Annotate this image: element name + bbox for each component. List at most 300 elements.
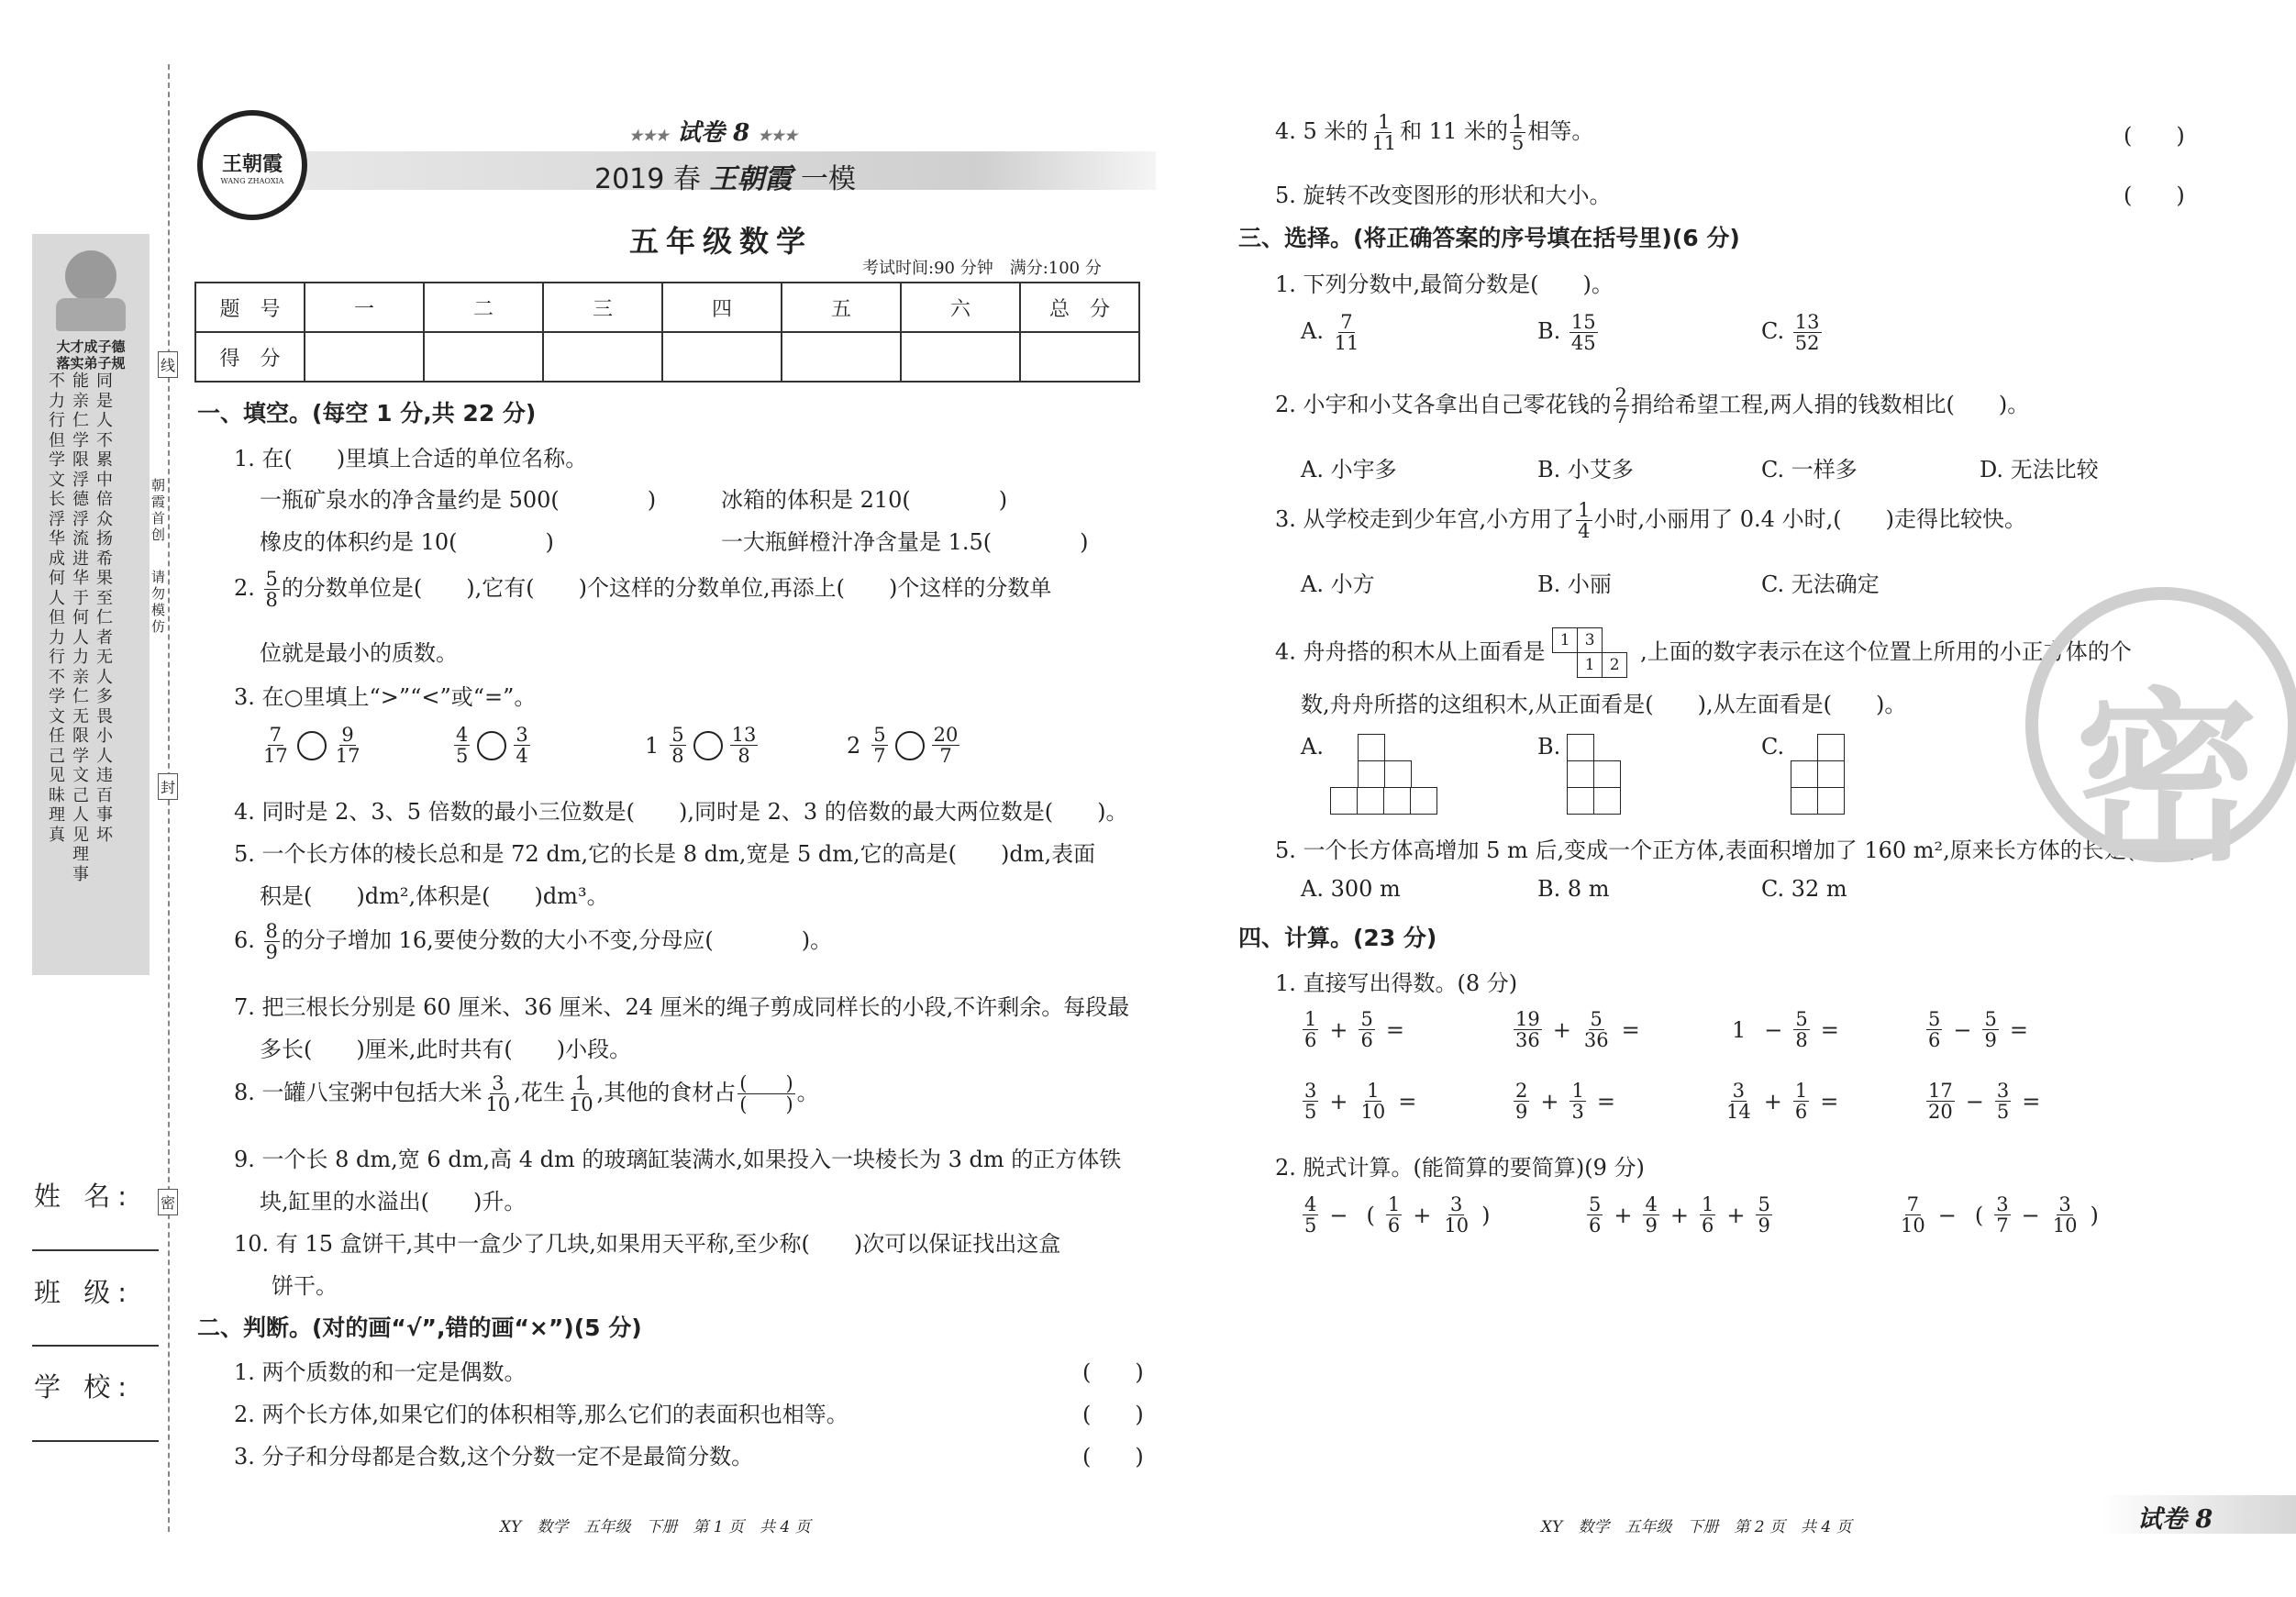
s1-q8-frac2: [567, 1073, 595, 1115]
section1-heading: 一、填空。(每空 1 分,共 22 分): [197, 400, 537, 427]
block-square: [1791, 760, 1818, 788]
frac-den: 9: [1645, 1214, 1658, 1237]
frac-den: 10: [485, 1093, 511, 1116]
s1-q2-cont: 位就是最小的质数。: [260, 640, 458, 666]
block-figure-c: [1791, 734, 1864, 816]
operator: −: [1965, 1088, 1984, 1115]
year-title-brand: 王朝霞: [709, 163, 793, 195]
frac-den: 36: [1515, 1029, 1540, 1052]
frac-den: 10: [1360, 1101, 1386, 1124]
frac-num: 1: [1701, 1193, 1714, 1215]
frac-num: 3: [2058, 1193, 2071, 1215]
s3-q3-opt-c[interactable]: C. 无法确定: [1761, 571, 1880, 597]
frac-num: 1: [1511, 111, 1525, 133]
frac-num: 1: [1794, 1080, 1808, 1102]
operator: 1: [1732, 1016, 1747, 1043]
year-title-pre: 2019 春: [594, 163, 701, 195]
paren: ): [2090, 1202, 2099, 1228]
block-square: [1383, 787, 1411, 815]
frac-den: 8: [738, 745, 750, 768]
compare-circle[interactable]: [693, 731, 723, 760]
s2-q1-answer[interactable]: ( ): [1082, 1359, 1144, 1385]
s2-q4-post: 相等。: [1527, 118, 1594, 145]
calc-expression: [1924, 1009, 2037, 1050]
s2-q4-frac2: [1510, 112, 1525, 153]
frac-den: 5: [1304, 1101, 1317, 1124]
s3-q1-opt-c[interactable]: [1761, 312, 1824, 353]
opt-label: A.: [1301, 734, 1324, 760]
s2-q5-answer[interactable]: ( ): [2124, 183, 2185, 208]
operator: −: [2021, 1202, 2040, 1228]
motto-column-1: 不力行但学文长浮华成何人但力行不学文任己见昧理真: [49, 372, 65, 845]
calc-expression: [1723, 1081, 1847, 1122]
frac-num: 1: [1367, 1080, 1380, 1102]
block-square: [1357, 787, 1384, 815]
fraction: [1643, 1194, 1658, 1236]
s3-q5-opt-a[interactable]: A. 300 m: [1301, 876, 1401, 902]
frac-den: 10: [2052, 1214, 2078, 1237]
score-input-5[interactable]: [782, 332, 901, 382]
frac-den: 9: [1758, 1214, 1770, 1237]
block-square: [1817, 760, 1845, 788]
s1-q1: 1. 在( )里填上合适的单位名称。: [234, 446, 588, 471]
grid-cell: 1: [1552, 627, 1578, 653]
s1-q8-blank-fraction[interactable]: [738, 1073, 794, 1115]
calc-expression: [1301, 1081, 1425, 1122]
equals-sign: =: [2009, 1016, 2028, 1043]
s3-q2-opt-b[interactable]: B. 小艾多: [1537, 457, 1634, 482]
fraction: [514, 725, 529, 766]
equals-sign: =: [1820, 1088, 1839, 1115]
block-square: [1593, 760, 1621, 788]
s1-q6: [234, 921, 832, 962]
frac-num: 5: [1795, 1008, 1808, 1030]
compare-circle[interactable]: [297, 731, 327, 760]
s4-q1: 1. 直接写出得数。(8 分): [1275, 970, 1518, 996]
top-view-grid: [1552, 627, 1640, 679]
operator: +: [1540, 1088, 1559, 1115]
class-field[interactable]: [32, 1345, 159, 1347]
fraction: [1359, 1009, 1374, 1050]
block-square: [1593, 787, 1621, 815]
fraction: [261, 725, 290, 766]
s3-q4: [1275, 627, 2132, 679]
frac-num: 5: [671, 724, 684, 746]
frac-num: 2: [1515, 1080, 1528, 1102]
score-table-header-row: [195, 283, 1139, 332]
frac-num: 5: [1984, 1008, 1997, 1030]
s3-q3-opt-b[interactable]: B. 小丽: [1537, 571, 1612, 597]
frac-den: 9: [1984, 1029, 1997, 1052]
frac-num: 20: [933, 724, 959, 746]
frac-den: 7: [873, 745, 886, 768]
block-square: [1567, 760, 1594, 788]
side-vertical-text-2: 请勿模仿: [151, 569, 166, 635]
frac-den: 6: [1589, 1214, 1602, 1237]
frac-num: 15: [1570, 311, 1596, 333]
score-table-score-row: [195, 332, 1139, 382]
calc-expression: [1512, 1081, 1625, 1122]
fraction: [1569, 1081, 1585, 1122]
frac-den: 7: [1614, 405, 1627, 428]
frac-den: 11: [1334, 332, 1359, 355]
s1-q3-items: [260, 725, 975, 780]
frac-num: 3: [1450, 1193, 1463, 1215]
fraction: [1793, 1009, 1809, 1050]
grid-cell: 3: [1577, 627, 1603, 653]
operator: +: [1614, 1202, 1633, 1228]
frac-den: 10: [568, 1093, 593, 1116]
frac-num: 3: [1304, 1080, 1317, 1102]
frac-den: 4: [516, 745, 528, 768]
motto-column-3: 同是人不累中倍众扬希果至仁者无人多畏小人违百事坏: [96, 372, 113, 845]
equals-sign: =: [1385, 1016, 1404, 1043]
fraction: [1700, 1194, 1715, 1236]
s3-q4-post: ,上面的数字表示在这个位置上所用的小正方体的个: [1640, 638, 2132, 665]
section4-heading: 四、计算。(23 分): [1238, 925, 1437, 951]
s1-q2-text: 的分数单位是( ),它有( )个这样的分数单位,再添上( )个这样的分数单: [281, 575, 1052, 602]
frac-den: 9: [265, 941, 278, 964]
whole-number: 1: [645, 732, 660, 759]
side-vertical-text-1: 朝霞首创: [151, 477, 166, 543]
s3-q5-opt-c[interactable]: C. 32 m: [1761, 876, 1847, 902]
s3-q4-opt-a[interactable]: [1301, 734, 1447, 816]
calc-row-1: [1301, 1009, 2126, 1064]
opt-label: C.: [1761, 318, 1785, 345]
exam-label: [629, 114, 797, 148]
frac-num: 1: [1304, 1008, 1317, 1030]
frac-num: ( ): [739, 1072, 793, 1094]
compare-circle[interactable]: [895, 731, 925, 760]
frac-num: 3: [1732, 1080, 1746, 1102]
section3-heading: 三、选择。(将正确答案的序号填在括号里)(6 分): [1238, 225, 1740, 251]
s2-q4-frac1: [1370, 112, 1398, 153]
equals-sign: =: [1398, 1088, 1417, 1115]
s2-q5: 5. 旋转不改变图形的形状和大小。: [1275, 183, 1612, 208]
operator: +: [1329, 1016, 1348, 1043]
frac-num: 5: [1589, 1193, 1602, 1215]
s2-q3-answer[interactable]: ( ): [1082, 1444, 1144, 1469]
block-square: [1817, 734, 1845, 761]
stars-right: ★★★: [758, 127, 798, 144]
frac-num: 7: [1340, 311, 1353, 333]
calc-expression: [1723, 1009, 1848, 1050]
opt-fraction: [1793, 312, 1822, 353]
s1-q6-text: 的分子增加 16,要使分数的大小不变,分母应( )。: [281, 927, 833, 954]
seal-watermark: [2025, 587, 2296, 886]
operator: −: [1953, 1016, 1972, 1043]
s3-q3: [1275, 500, 2026, 541]
compare-item: [636, 725, 760, 766]
frac-den: 17: [263, 745, 288, 768]
s1-q1a: 一瓶矿泉水的净含量约是 500( ): [260, 487, 657, 513]
grid-cell: 1: [1577, 652, 1603, 678]
block-figure-b: [1567, 734, 1640, 816]
s3-q2: [1275, 385, 2029, 427]
equals-sign: =: [1596, 1088, 1615, 1115]
grid-cell: 2: [1602, 652, 1627, 678]
class-label: 班 级:: [34, 1277, 134, 1308]
frac-den: 5: [1996, 1101, 2010, 1124]
frac-num: 4: [1304, 1193, 1317, 1215]
fraction: [730, 725, 759, 766]
school-field[interactable]: [32, 1440, 159, 1442]
s2-q4-answer[interactable]: ( ): [2124, 123, 2185, 149]
opt-fraction: [1333, 312, 1361, 353]
frac-den: 7: [1996, 1214, 2009, 1237]
s3-q3-pre: 3. 从学校走到少年宫,小方用了: [1275, 506, 1575, 533]
score-input-total[interactable]: [1020, 332, 1139, 382]
paren: ): [1481, 1202, 1491, 1228]
frac-num: 7: [1906, 1193, 1920, 1215]
subject-title: 五年级数学: [629, 224, 814, 259]
s3-q4-opt-b[interactable]: [1537, 734, 1647, 816]
fraction: [1303, 1194, 1318, 1236]
frac-den: 45: [1570, 332, 1596, 355]
frac-num: 7: [269, 724, 283, 746]
s3-q5-opt-b[interactable]: B. 8 m: [1537, 876, 1610, 902]
frac-den: 8: [671, 745, 684, 768]
score-cell-6: 六: [901, 283, 1020, 332]
frac-num: 5: [1928, 1008, 1941, 1030]
operator: +: [1552, 1016, 1571, 1043]
s3-q3-opt-a[interactable]: A. 小方: [1301, 571, 1375, 597]
year-title-post: 一模: [800, 163, 856, 195]
s3-q5: 5. 一个长方体高增加 5 m 后,变成一个正方体,表面积增加了 160 m²,原来长方体的长是( )。: [1275, 837, 2210, 863]
footer-left: XY 数学 五年级 下册 第 1 页 共 4 页: [500, 1518, 811, 1536]
frac-num: 1: [574, 1072, 587, 1094]
s3-q4-opt-c[interactable]: [1761, 734, 1871, 816]
block-square: [1384, 760, 1412, 788]
s3-q1-opt-a[interactable]: [1301, 312, 1362, 353]
stars-left: ★★★: [629, 127, 670, 144]
s2-q3: 3. 分子和分母都是合数,这个分数一定不是最简分数。: [234, 1444, 754, 1469]
s3-q4-cont: 数,舟舟所搭的这组积木,从正面看是( ),从左面看是( )。: [1301, 692, 1907, 717]
sidebar-panel: [32, 234, 150, 975]
s2-q2-answer[interactable]: ( ): [1082, 1402, 1144, 1427]
compare-circle[interactable]: [477, 731, 506, 760]
frac-num: 2: [1614, 384, 1627, 406]
frac-num: 3: [1996, 1080, 2010, 1102]
paren: (: [1366, 1202, 1375, 1228]
name-field[interactable]: [32, 1249, 159, 1251]
compare-item: [452, 725, 532, 766]
score-label: 得 分: [195, 332, 305, 382]
cartoon-body: [56, 298, 126, 331]
score-cell-total: 总 分: [1020, 283, 1139, 332]
s1-q6-num: 6.: [234, 927, 255, 954]
fraction: [1756, 1194, 1771, 1236]
frac-num: 8: [265, 920, 278, 942]
s1-q8-end: 。: [796, 1080, 819, 1106]
frac-den: 52: [1794, 332, 1820, 355]
block-square: [1358, 734, 1385, 761]
s3-q2-opt-c[interactable]: C. 一样多: [1761, 457, 1858, 482]
block-square: [1410, 787, 1437, 815]
s1-q1b: 冰箱的体积是 210( ): [721, 487, 1008, 513]
frac-den: 6: [1928, 1029, 1941, 1052]
frac-den: 5: [1511, 132, 1525, 155]
frac-den: 9: [1515, 1101, 1528, 1124]
s1-q1c: 橡皮的体积约是 10( ): [260, 529, 554, 555]
frac-num: 1: [1387, 1193, 1401, 1215]
s1-q8: [234, 1073, 819, 1115]
whole-number: 2: [847, 732, 861, 759]
fraction: [1514, 1081, 1529, 1122]
side-mark-secret: 密: [158, 1189, 178, 1215]
s1-q10-cont: 饼干。: [272, 1273, 338, 1299]
calc-expression: [1301, 1194, 1499, 1236]
score-cell-4: 四: [662, 283, 782, 332]
frac-den: 10: [1901, 1214, 1925, 1237]
s3-q2-fraction: [1614, 385, 1629, 427]
s1-q10: 10. 有 15 盒饼干,其中一盒少了几块,如果用天平称,至少称( )次可以保证找出这盒: [234, 1231, 1061, 1257]
s1-q7-cont: 多长( )厘米,此时共有( )小段。: [260, 1037, 632, 1062]
fraction: [2051, 1194, 2080, 1236]
score-cell-3: 三: [543, 283, 662, 332]
frac-den: 8: [265, 589, 278, 612]
s3-q4-pre: 4. 舟舟搭的积木从上面看是: [1275, 638, 1546, 665]
s1-q8-frac1: [484, 1073, 513, 1115]
s1-q4: 4. 同时是 2、3、5 倍数的最小三位数是( ),同时是 2、3 的倍数的最大两位数是( )。: [234, 799, 1128, 825]
s2-q4: [1275, 112, 1593, 153]
operator: +: [1763, 1088, 1782, 1115]
equals-sign: =: [2022, 1088, 2041, 1115]
sidebar-slogan-2: 落实弟子规: [56, 355, 126, 372]
fraction: [670, 725, 685, 766]
score-input-3[interactable]: [543, 332, 662, 382]
sidebar-slogan-1: 大才成子德: [56, 338, 126, 355]
frac-num: 4: [1645, 1193, 1658, 1215]
block-square: [1567, 734, 1594, 761]
s1-q1d: 一大瓶鲜橙汁净含量是 1.5( ): [721, 529, 1089, 555]
frac-num: 1: [1571, 1080, 1584, 1102]
s3-q2-post: 捐给希望工程,两人捐的钱数相比( )。: [1630, 392, 2030, 418]
frac-den: 6: [1701, 1214, 1714, 1237]
s1-q8-pre: 8. 一罐八宝粥中包括大米: [234, 1080, 482, 1106]
frac-num: 13: [1794, 311, 1820, 333]
s1-q2-fraction: [264, 569, 280, 610]
frac-den: 5: [456, 745, 469, 768]
block-square: [1817, 787, 1845, 815]
fraction: [871, 725, 887, 766]
opt-label: A.: [1301, 318, 1324, 345]
s2-q2: 2. 两个长方体,如果它们的体积相等,那么它们的表面积也相等。: [234, 1402, 849, 1427]
compare-item: [260, 725, 363, 766]
calc-row-2: [1301, 1081, 2126, 1136]
s3-q2-opt-a[interactable]: A. 小宇多: [1301, 457, 1397, 482]
opt-label: C.: [1761, 734, 1785, 760]
opt-label: B.: [1537, 734, 1561, 760]
frac-num: 3: [492, 1072, 505, 1094]
fraction: [1994, 1194, 2010, 1236]
operator: −: [1329, 1202, 1348, 1228]
frac-num: 3: [1996, 1193, 2009, 1215]
s3-q3-post: 小时,小丽用了 0.4 小时,( )走得比较快。: [1593, 506, 2026, 533]
s3-q3-fraction: [1576, 500, 1592, 541]
cartoon-avatar: [65, 250, 116, 302]
s1-q8-post: ,其他的食材占: [596, 1080, 737, 1106]
s1-q5: 5. 一个长方体的棱长总和是 72 dm,它的长是 8 dm,宽是 5 dm,它的高是( )dm,表面: [234, 841, 1096, 867]
operator: +: [1726, 1202, 1746, 1228]
block-square: [1567, 787, 1594, 815]
fraction: [1587, 1194, 1603, 1236]
frac-den: 14: [1726, 1101, 1751, 1124]
side-mark-line: 线: [158, 351, 178, 378]
motto-column-2: 能亲仁学限浮德浮流进华于何人力亲仁无限学文己人见理事: [72, 372, 89, 884]
calc-expression: [1301, 1009, 1414, 1050]
score-input-4[interactable]: [662, 332, 782, 382]
score-input-1[interactable]: [305, 332, 424, 382]
frac-num: 13: [731, 724, 757, 746]
s1-q2: [234, 569, 1051, 610]
frac-num: 3: [516, 724, 528, 746]
name-label: 姓 名:: [34, 1181, 134, 1212]
operator: −: [1764, 1016, 1783, 1043]
frac-den: 36: [1583, 1029, 1609, 1052]
frac-den: 3: [1571, 1101, 1584, 1124]
fraction: [1303, 1081, 1318, 1122]
footer-right: XY 数学 五年级 下册 第 2 页 共 4 页: [1541, 1518, 1852, 1536]
fraction: [932, 725, 960, 766]
frac-den: 6: [1304, 1029, 1317, 1052]
frac-den: 7: [939, 745, 952, 768]
fraction: [1514, 1009, 1542, 1050]
fraction: [1442, 1194, 1470, 1236]
s2-q1: 1. 两个质数的和一定是偶数。: [234, 1359, 527, 1385]
frac-den: 10: [1444, 1214, 1470, 1237]
calc-row-3: [1301, 1194, 2126, 1249]
seal-char: 密: [2075, 672, 2259, 886]
year-title: [594, 156, 856, 196]
fraction: [1386, 1194, 1402, 1236]
s1-q6-fraction: [264, 921, 280, 962]
frac-num: 9: [341, 724, 354, 746]
s1-q2-num: 2.: [234, 575, 255, 602]
fraction: [1926, 1009, 1942, 1050]
s1-q5-cont: 积是( )dm²,体积是( )dm³。: [260, 883, 609, 909]
frac-den: 11: [1371, 132, 1397, 155]
fraction: [1793, 1081, 1809, 1122]
calc-expression: [1512, 1009, 1649, 1050]
s2-q4-mid: 和 11 米的: [1400, 118, 1508, 145]
fraction: [334, 725, 362, 766]
score-input-2[interactable]: [424, 332, 543, 382]
score-input-6[interactable]: [901, 332, 1020, 382]
score-cell-1: 一: [305, 283, 424, 332]
score-cell-5: 五: [782, 283, 901, 332]
frac-den: 6: [1794, 1101, 1808, 1124]
frac-den: 6: [1360, 1029, 1373, 1052]
fraction: [1303, 1009, 1318, 1050]
operator: +: [1669, 1202, 1689, 1228]
operator: +: [1329, 1088, 1348, 1115]
logo-text: 王朝霞: [221, 152, 283, 176]
score-cell-label: 题 号: [195, 283, 305, 332]
frac-den: 4: [1578, 520, 1591, 543]
footer-corner-label: 试卷 8: [2137, 1505, 2213, 1534]
frac-num: 5: [1758, 1193, 1770, 1215]
frac-den: 8: [1795, 1029, 1808, 1052]
compare-item: [837, 725, 961, 766]
frac-den: ( ): [739, 1093, 793, 1116]
frac-num: 17: [1928, 1080, 1953, 1102]
fraction: [1982, 1009, 1998, 1050]
s3-q2-opt-d[interactable]: D. 无法比较: [1980, 457, 2099, 482]
s1-q7: 7. 把三根长分别是 60 厘米、36 厘米、24 厘米的绳子剪成同样长的小段,不许剩余。每段最: [234, 994, 1130, 1020]
calc-expression: [1924, 1081, 2049, 1122]
s3-q1-opt-b[interactable]: [1537, 312, 1600, 353]
